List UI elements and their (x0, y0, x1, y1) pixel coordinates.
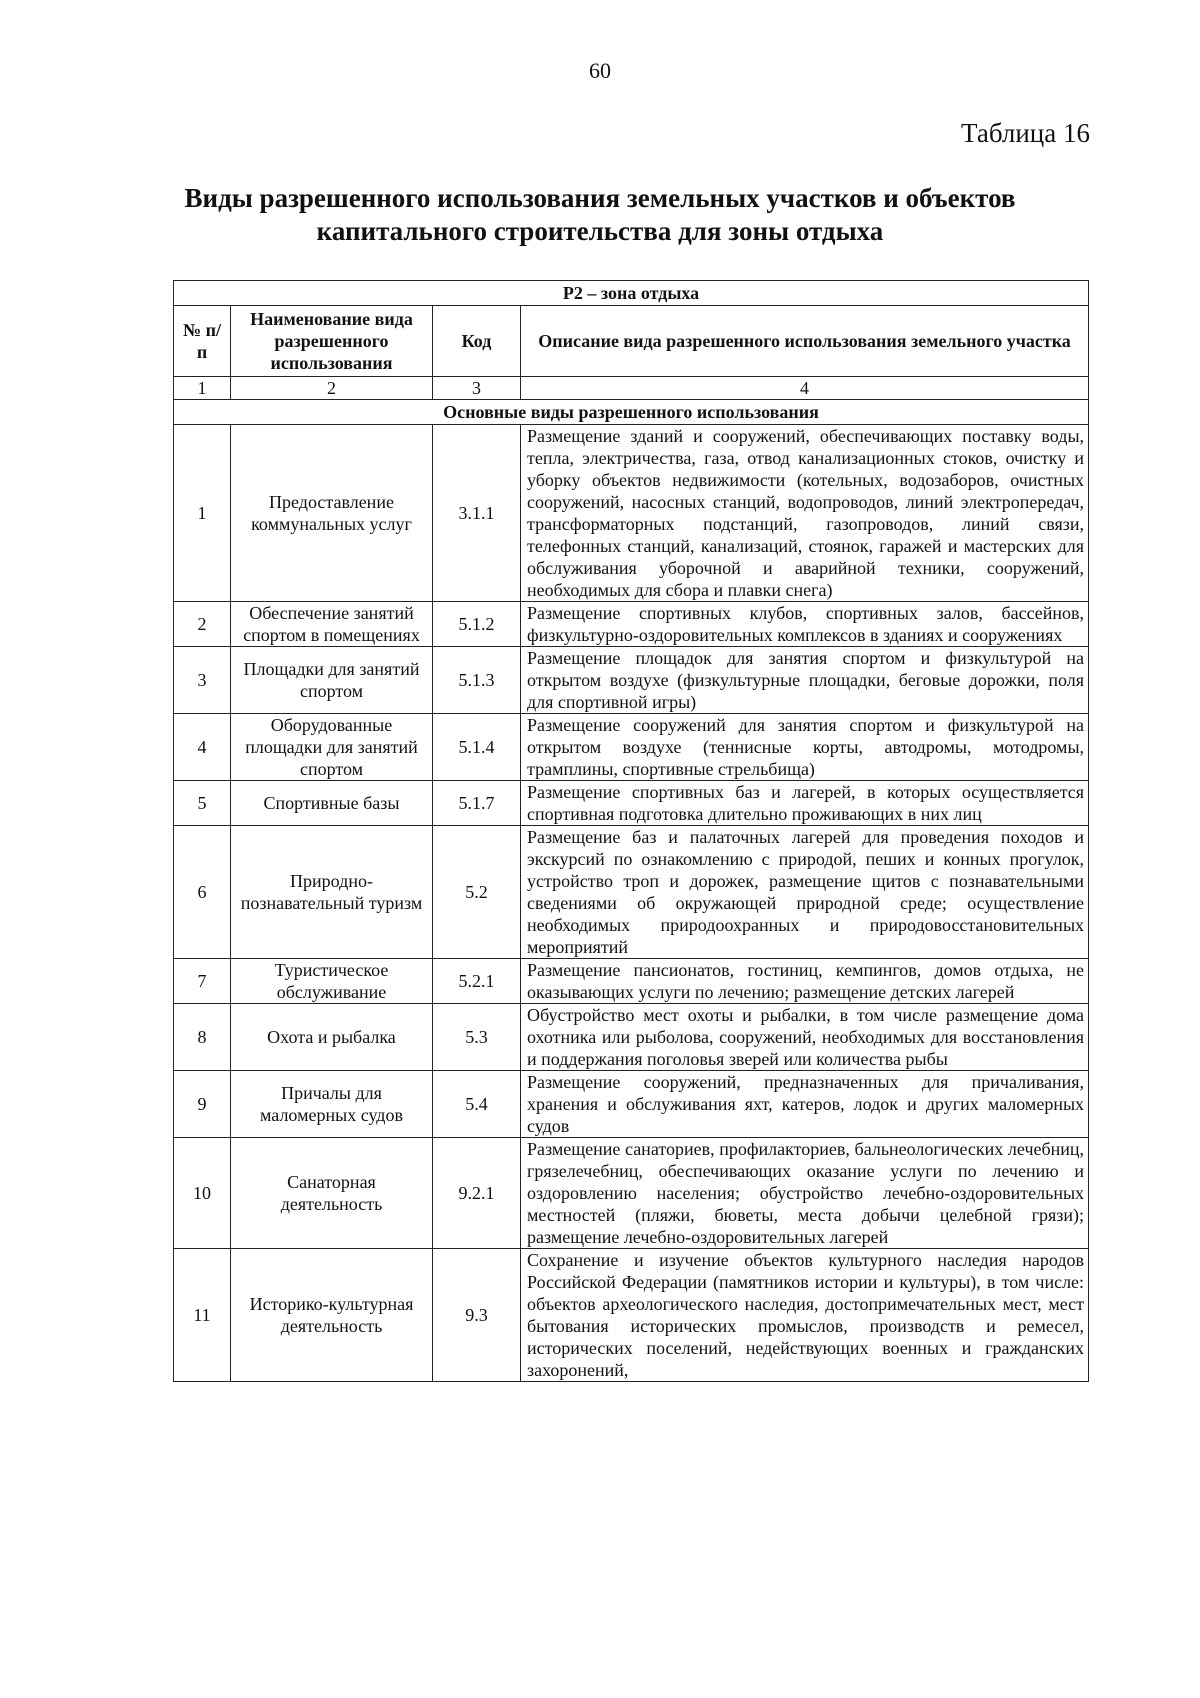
table-row (174, 959, 1089, 1004)
land-use-table (173, 280, 1089, 1382)
row-name: Площадки для занятий спортом (231, 647, 433, 714)
row-number: 10 (174, 1138, 231, 1249)
row-description: Размещение сооружений, предназначенных для причаливания, хранения и обслуживания яхт, катеров, лодок и других маломерных судов (521, 1071, 1089, 1138)
row-number: 6 (174, 826, 231, 959)
row-number: 8 (174, 1004, 231, 1071)
row-code: 5.1.2 (433, 602, 521, 647)
page-number: 60 (589, 58, 611, 83)
row-number: 7 (174, 959, 231, 1004)
row-code: 5.3 (433, 1004, 521, 1071)
row-name: Причалы для маломерных судов (231, 1071, 433, 1138)
table-row (174, 714, 1089, 781)
table-row (174, 826, 1089, 959)
row-number: 1 (174, 425, 231, 602)
row-number: 9 (174, 1071, 231, 1138)
row-code: 5.4 (433, 1071, 521, 1138)
row-description: Размещение зданий и сооружений, обеспечивающих поставку воды, тепла, электричества, газа, отвод канализационных стоков, очистку и уборку объектов недвижимости (котельных, водозаборов, очистных сооружений, насосных станций, водопроводов, линий электропередач, трансформаторных подстанций, газопроводов, линий связи, телефонных станций, канализаций, стоянок, гаражей и мастерских для обслуживания уборочной и аварийной техники, сооружений, необходимых для сбора и плавки снега) (521, 425, 1089, 602)
row-code: 3.1.1 (433, 425, 521, 602)
table-row (174, 1249, 1089, 1382)
row-code: 5.1.7 (433, 781, 521, 826)
row-code: 5.2 (433, 826, 521, 959)
col-header-num: № п/п (174, 306, 231, 377)
row-code: 5.1.3 (433, 647, 521, 714)
row-name: Охота и рыбалка (231, 1004, 433, 1071)
col-header-code: Код (433, 306, 521, 377)
row-description: Размещение санаториев, профилакториев, бальнеологических лечебниц, грязелечебниц, обеспечивающих оказание услуги по лечению и оздоровлению населения; обустройство лечебно-оздоровительных местностей (пляжи, бюветы, места добычи целебной грязи); размещение лечебно-оздоровительных лагерей (521, 1138, 1089, 1249)
row-code: 5.1.4 (433, 714, 521, 781)
row-name: Туристическое обслуживание (231, 959, 433, 1004)
table-row (174, 1004, 1089, 1071)
col-number: 4 (521, 377, 1089, 400)
row-description: Размещение площадок для занятия спортом и физкультурой на открытом воздухе (физкультурные площадки, беговые дорожки, поля для спортивной игры) (521, 647, 1089, 714)
row-description: Размещение спортивных баз и лагерей, в которых осуществляется спортивная подготовка длительно проживающих в них лиц (521, 781, 1089, 826)
column-number-row (174, 377, 1089, 400)
col-number: 3 (433, 377, 521, 400)
row-name: Природно-познавательный туризм (231, 826, 433, 959)
table-row (174, 425, 1089, 602)
column-header-row (174, 306, 1089, 377)
row-description: Размещение сооружений для занятия спортом и физкультурой на открытом воздухе (теннисные корты, автодромы, мотодромы, трамплины, спортивные стрельбища) (521, 714, 1089, 781)
section-header-row (174, 400, 1089, 425)
table-row (174, 781, 1089, 826)
col-header-name: Наименование вида разрешенного использования (231, 306, 433, 377)
row-description: Обустройство мест охоты и рыбалки, в том числе размещение дома охотника или рыболова, сооружений, необходимых для восстановления и поддержания поголовья зверей или количества рыбы (521, 1004, 1089, 1071)
row-number: 11 (174, 1249, 231, 1382)
row-number: 2 (174, 602, 231, 647)
zone-header: Р2 – зона отдыха (174, 281, 1089, 306)
row-name: Предоставление коммунальных услуг (231, 425, 433, 602)
section-header: Основные виды разрешенного использования (174, 400, 1089, 425)
title-line-1: Виды разрешенного использования земельных участков и объектов (184, 183, 1016, 213)
row-description: Размещение спортивных клубов, спортивных залов, бассейнов, физкультурно-оздоровительных комплексов в зданиях и сооружениях (521, 602, 1089, 647)
row-description: Размещение пансионатов, гостиниц, кемпингов, домов отдыха, не оказывающих услуги по лечению; размещение детских лагерей (521, 959, 1089, 1004)
row-name: Санаторная деятельность (231, 1138, 433, 1249)
row-name: Оборудованные площадки для занятий спортом (231, 714, 433, 781)
row-name: Историко-культурная деятельность (231, 1249, 433, 1382)
table-row (174, 602, 1089, 647)
col-number: 1 (174, 377, 231, 400)
table-row (174, 1071, 1089, 1138)
row-number: 4 (174, 714, 231, 781)
row-name: Спортивные базы (231, 781, 433, 826)
col-header-desc: Описание вида разрешенного использования земельного участка (521, 306, 1089, 377)
table-row (174, 1138, 1089, 1249)
row-number: 3 (174, 647, 231, 714)
title-line-2: капитального строительства для зоны отдыха (316, 216, 884, 246)
row-code: 5.2.1 (433, 959, 521, 1004)
document-title (130, 182, 1070, 248)
row-code: 9.2.1 (433, 1138, 521, 1249)
row-description: Сохранение и изучение объектов культурного наследия народов Российской Федерации (памятников истории и культуры), в том числе: объектов археологического наследия, достопримечательных мест, мест бытования исторических промыслов, производств и ремесел, исторических поселений, недействующих военных и гражданских захоронений, (521, 1249, 1089, 1382)
row-name: Обеспечение занятий спортом в помещениях (231, 602, 433, 647)
col-number: 2 (231, 377, 433, 400)
zone-header-row (174, 281, 1089, 306)
table-label: Таблица 16 (961, 118, 1090, 148)
row-number: 5 (174, 781, 231, 826)
table-row (174, 647, 1089, 714)
row-description: Размещение баз и палаточных лагерей для проведения походов и экскурсий по ознакомлению с природой, пеших и конных прогулок, устройство троп и дорожек, размещение щитов с познавательными сведениями об окружающей природной среде; осуществление необходимых природоохранных и природовосстановительных мероприятий (521, 826, 1089, 959)
row-code: 9.3 (433, 1249, 521, 1382)
